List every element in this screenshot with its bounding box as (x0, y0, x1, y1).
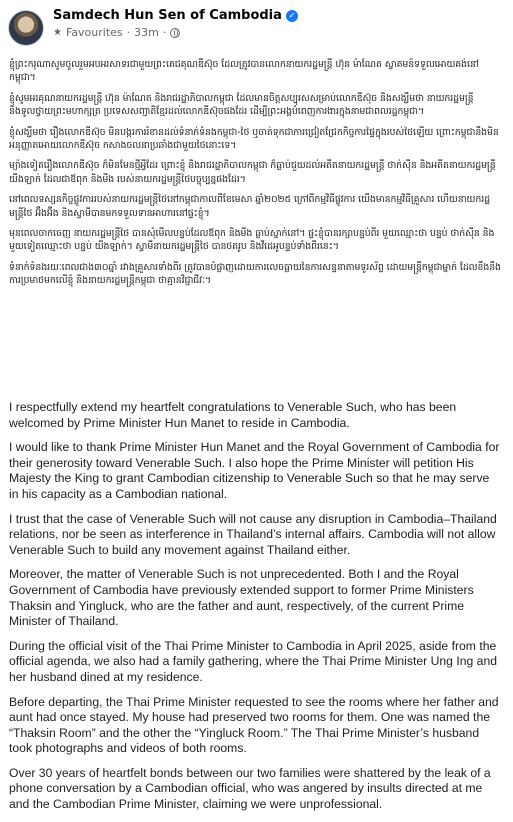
khmer-paragraph: ទំនាក់ទំនងរយៈពេលជាង៣០ឆ្នាំ រវាងគ្រួសារទាំងពីរ ត្រូវបានបំផ្លាញដោយការលេចធ្លាយនៃការសន្ទនាតាមទូរស័ព្ទ ដោយមន្ត្រីកម្ពុជាម្នាក់ ដែលខឹងនឹងការប្រមាថមកលើខ្ញុំ និងនាយករដ្ឋមន្ត្រីកម្ពុជា ថាគ្មានវិជ្ជាជីវៈ។ (9, 261, 501, 287)
separator-dot: · (162, 26, 167, 39)
khmer-paragraph: មុនពេលចាកចេញ នាយករដ្ឋមន្ត្រីថៃ បានសុំមើលបន្ទប់ដែលឪពុក និងមីង ធ្លាប់ស្នាក់នៅ។ ផ្ទះខ្ញុំបានរក្សាបន្ទប់ពីរ មួយឈ្មោះថា បន្ទប់ ថាក់ស៊ីន និងមួយទៀតឈ្មោះថា បន្ទប់ យីងឡាក់។ ស្វាមីនាយករដ្ឋមន្ត្រីថៃ បានថតរូប និងវីដេអូបន្ទប់ទាំងពីរនេះ។ (9, 228, 495, 253)
star-icon: ★ (53, 27, 62, 38)
khmer-paragraph: ម្យ៉ាងទៀតរឿងលោកឌីស៊ុច ក៏មិនមែនថ្មីអ្វីដែរ ព្រោះខ្ញុំ និងរាជរដ្ឋាភិបាលកម្ពុជា ក៏ធ្លាប់ជួយដល់អតីតនាយករដ្ឋមន្ត្រី ថាក់ស៊ីន និងអតីតនាយករដ្ឋមន្ត្រី យីងឡាក់ ដែលជាឪពុក និងមីង របស់នាយករដ្ឋមន្ត្រីថៃបច្ចុប្បន្នផងដែរ។ (9, 160, 496, 185)
meta-row (53, 26, 298, 39)
post-body (9, 58, 501, 822)
khmer-paragraph: ខ្ញុំព្រះករុណាសូមចូលរួមអបអរសាទរជាមួយព្រះតេជគុណឌីស៊ុច ដែលត្រូវបានលោកនាយករដ្ឋមន្ត្រី ហ៊ុន ម៉ាណែត ស្វាគមន៍ទទួលអោយគង់នៅកម្ពុជា។ (9, 59, 479, 84)
avatar[interactable] (8, 10, 44, 46)
english-paragraph: I trust that the case of Venerable Such will not cause any disruption in Cambodia–Thailand relations, nor be seen as interference in Thailand’s internal affairs. Cambodia will not allow Venerable Such to build any movement against Thailand either. (9, 511, 497, 557)
khmer-text-block (9, 58, 501, 400)
english-paragraph: Before departing, the Thai Prime Minister requested to see the rooms where her father and aunt had once stayed. My house had preserved two rooms for them. One was named the “Thaksin Room” and the other the “Yingluck Room.” The Thai Prime Minister’s husband took photographs and videos of both rooms. (9, 694, 499, 756)
post-header (8, 8, 505, 48)
audience-label[interactable]: Favourites (65, 26, 123, 39)
english-paragraph: Over 30 years of heartfelt bonds between our two families were shattered by the leak of a phone conversation by a Cambodian official, who was angered by insults directed at me and the Cambodian Prime Minister, claiming we were unprofessional. (9, 765, 491, 812)
khmer-paragraph: នៅពេលទស្សនកិច្ចផ្លូវការរបស់នាយករដ្ឋមន្ត្រីថៃនៅកម្ពុជាកាលពីខែមេសា ឆ្នាំ២០២៥ ក្រៅពីកម្មវិធីផ្លូវការ យើងមានកម្មវិធីគ្រួសារ ហើយនាយករដ្ឋមន្ត្រីថៃ អ៊ឹងអ៊ីង និងស្វាមីបានមកទទួលទានអាហារនៅផ្ទះខ្ញុំ។ (9, 194, 490, 219)
english-text-block (9, 400, 501, 813)
verified-badge-icon: ✓ (286, 10, 298, 22)
header-text (53, 8, 298, 39)
page-name[interactable]: Samdech Hun Sen of Cambodia (53, 8, 282, 23)
globe-icon[interactable] (170, 28, 180, 38)
english-paragraph: Moreover, the matter of Venerable Such is not unprecedented. Both I and the Royal Government of Cambodia have previously extended support to former Prime Ministers Thaksin and Yingluck, who are the father and aunt, respectively, of the current Prime Minister of Thailand. (9, 567, 474, 629)
english-paragraph: I respectfully extend my heartfelt congratulations to Venerable Such, who has been welcomed by Prime Minister Hun Manet to reside in Cambodia. (9, 400, 457, 430)
khmer-paragraph: ខ្ញុំសង្ឃឹមថា រឿងលោកឌីស៊ុច មិនបង្ករការរំខានដល់ទំនាក់ទំនងកម្ពុជា-ថៃ ឬចាត់ទុកជាការជ្រៀតជ្រែកកិច្ចការផ្ទៃក្នុងរបស់ថៃឡើយ ព្រោះកម្ពុជានឹងមិនអនុញ្ញាតអោយលោកឌីស៊ុច កសាងចលនាប្រឆាំងជាមួយថៃនោះទេ។ (9, 126, 499, 152)
post-time[interactable]: 33m (134, 26, 159, 39)
english-paragraph: I would like to thank Prime Minister Hun Manet and the Royal Government of Cambodia for their generosity toward Venerable Such. I also hope the Prime Minister will petition His Majesty the King to grant Cambodian citizenship to Venerable Such so that he may serve in his capacity as a Cambodian national. (9, 440, 500, 501)
name-row (53, 8, 298, 23)
khmer-paragraph: ខ្ញុំសូមអរគុណនាយករដ្ឋមន្ត្រី ហ៊ុន ម៉ាណែត និងរាជរដ្ឋាភិបាលកម្ពុជា ដែលមានចិត្តសប្បុរសសម្រាប់លោកឌីស៊ុច និងសង្ឃឹមថា នាយករដ្ឋមន្ត្រី និងទូលថ្វាយព្រះមហាក្សត្រ ប្រទេសសញ្ជាតិខ្មែរដល់លោកឌីស៊ុចផងដែរ ដើម្បីព្រះអង្គបំពេញការងារក្នុងនាមជាពលរដ្ឋកម្ពុជា។ (9, 92, 474, 118)
english-paragraph: During the official visit of the Thai Prime Minister to Cambodia in April 2025, aside from the official agenda, we also had a family gathering, where the Thai Prime Minister Ung Ing and her husband dined at my residence. (9, 638, 497, 684)
separator-dot: · (126, 26, 131, 39)
